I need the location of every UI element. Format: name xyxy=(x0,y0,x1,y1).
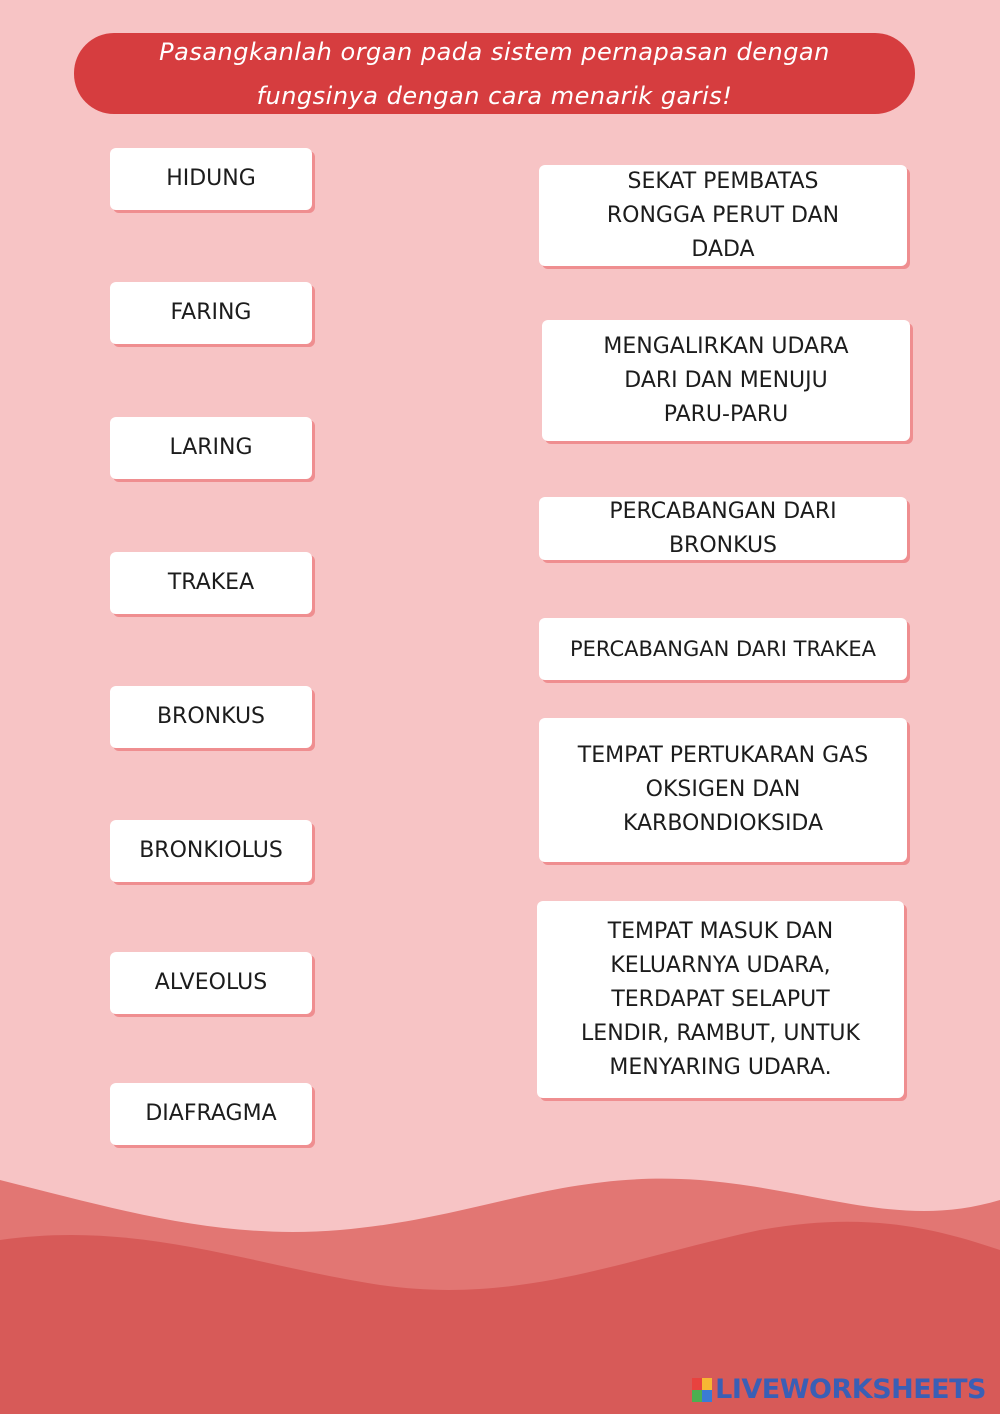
organ-card-faring[interactable] xyxy=(110,282,312,344)
function-line: PERCABANGAN DARI TRAKEA xyxy=(570,637,876,661)
function-line: BRONKUS xyxy=(668,532,778,558)
instruction-line-1: Pasangkanlah organ pada sistem pernapasan dengan xyxy=(159,37,830,66)
function-line: PERCABANGAN DARI xyxy=(609,498,837,524)
organ-label: HIDUNG xyxy=(166,166,256,191)
function-card-mengalirkan[interactable] xyxy=(542,320,910,441)
function-line: TEMPAT MASUK DAN xyxy=(607,918,834,944)
organ-label: FARING xyxy=(170,300,252,325)
function-line: MENYARING UDARA. xyxy=(609,1054,832,1080)
liveworksheets-brand[interactable] xyxy=(692,1374,986,1405)
function-card-pertukaran-gas[interactable] xyxy=(539,718,907,862)
function-line: PARU-PARU xyxy=(663,401,789,427)
function-card-sekat[interactable] xyxy=(539,165,907,266)
organ-label: BRONKIOLUS xyxy=(139,838,283,863)
organ-label: ALVEOLUS xyxy=(154,970,268,995)
function-card-masuk-keluar-udara[interactable] xyxy=(537,901,904,1098)
organ-card-hidung[interactable] xyxy=(110,148,312,210)
organ-card-bronkus[interactable] xyxy=(110,686,312,748)
organ-card-bronkiolus[interactable] xyxy=(110,820,312,882)
organ-card-diafragma[interactable] xyxy=(110,1083,312,1145)
organ-label: TRAKEA xyxy=(167,570,255,595)
function-line: SEKAT PEMBATAS xyxy=(627,168,819,194)
function-card-percabangan-bronkus[interactable] xyxy=(539,497,907,560)
function-line: LENDIR, RAMBUT, UNTUK xyxy=(581,1020,860,1046)
function-line: OKSIGEN DAN xyxy=(645,777,801,802)
organ-label: DIAFRAGMA xyxy=(145,1101,277,1126)
organ-label: BRONKUS xyxy=(156,704,266,729)
function-line: KELUARNYA UDARA, xyxy=(610,952,831,978)
function-card-percabangan-trakea[interactable] xyxy=(539,618,907,680)
function-line: RONGGA PERUT DAN xyxy=(606,202,840,228)
organ-card-trakea[interactable] xyxy=(110,552,312,614)
organ-card-alveolus[interactable] xyxy=(110,952,312,1014)
organ-card-laring[interactable] xyxy=(110,417,312,479)
function-line: DARI DAN MENUJU xyxy=(624,367,828,393)
instruction-banner xyxy=(74,33,915,114)
function-line: KARBONDIOKSIDA xyxy=(622,811,824,836)
function-line: TEMPAT PERTUKARAN GAS xyxy=(577,743,869,768)
liveworksheets-logo-icon xyxy=(692,1378,712,1402)
function-line: TERDAPAT SELAPUT xyxy=(611,986,830,1012)
function-line: DADA xyxy=(691,236,755,262)
organ-label: LARING xyxy=(169,435,253,460)
instruction-line-2: fungsinya dengan cara menarik garis! xyxy=(256,81,733,110)
function-line: MENGALIRKAN UDARA xyxy=(603,333,849,359)
brand-name: LIVEWORKSHEETS xyxy=(715,1374,986,1405)
